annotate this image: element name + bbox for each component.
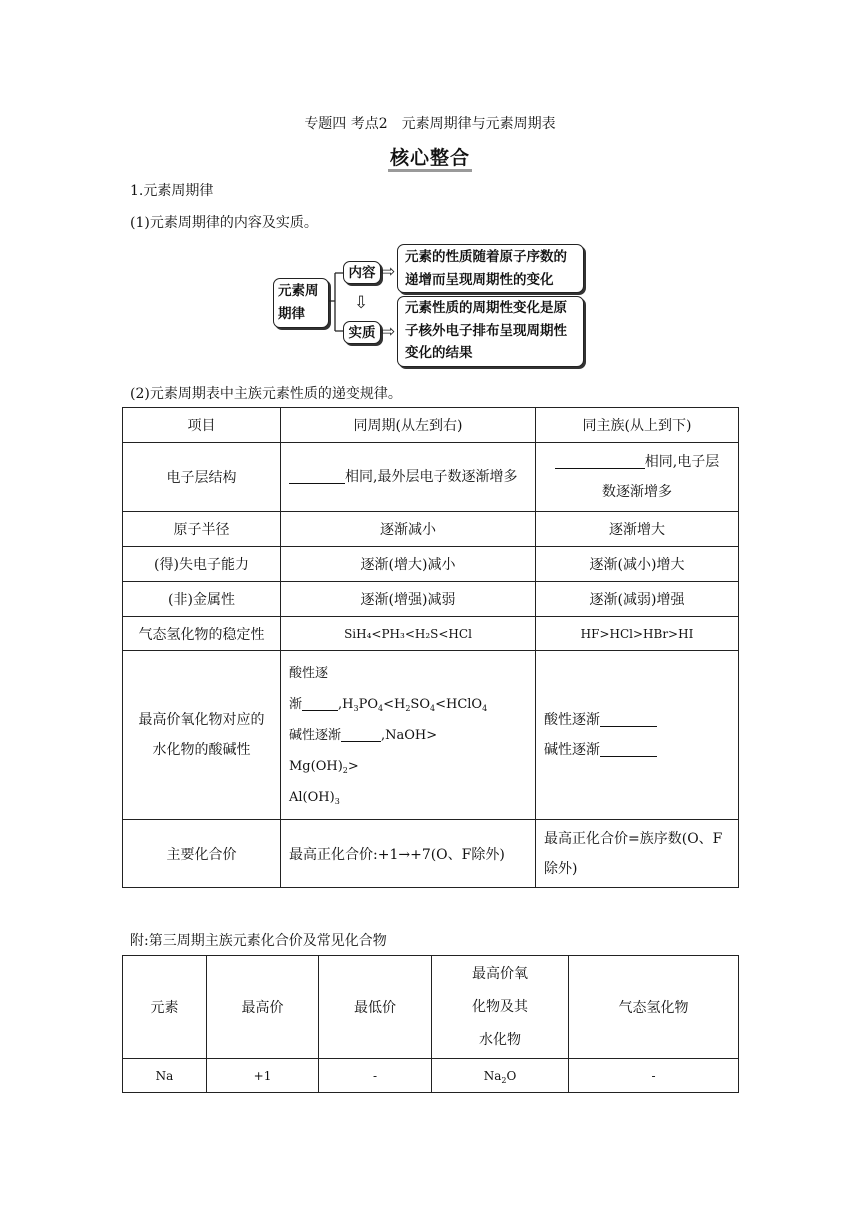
appendix-title: 附:第三周期主族元素化合价及常见化合物: [130, 933, 387, 949]
fill-blank[interactable]: [600, 712, 657, 727]
diagram-content-label: 内容: [343, 261, 381, 284]
row-item: [123, 651, 281, 820]
header-hydride: 气态氢化物: [569, 956, 739, 1059]
table-row: [123, 547, 739, 582]
trend-table: [122, 407, 739, 888]
acid-group-line1: 酸性逐渐: [544, 705, 730, 735]
cell-hydride: -: [569, 1059, 739, 1093]
fill-blank[interactable]: [555, 454, 645, 469]
diagram-root-line2: 期律: [278, 306, 305, 322]
acid-group-line2: 碱性逐渐: [544, 735, 730, 765]
arrow-right-icon: ⇨: [381, 262, 396, 282]
row-item: (非)金属性: [123, 582, 281, 617]
cell-oxide: $Na_2O$: [432, 1059, 569, 1093]
header-max: 最高价: [207, 956, 319, 1059]
appendix-header-row: [123, 956, 739, 1059]
fill-blank[interactable]: [341, 727, 381, 742]
row-period: 最高正化合价:+1→+7(O、F除外): [281, 820, 536, 888]
diagram-essence-line2: 子核外电子排布呈现周期性: [405, 322, 567, 339]
table-row: [123, 1059, 739, 1093]
diagram-root-box: [273, 278, 329, 328]
arrow-right-icon-2: ⇨: [381, 322, 396, 342]
page-title: 专题四 考点2 元素周期律与元素周期表: [304, 116, 556, 132]
table-row-acidity: [123, 651, 739, 820]
diagram-essence-box: [397, 296, 584, 367]
row-item: 原子半径: [123, 512, 281, 547]
row-period: [281, 651, 536, 820]
row-group: [536, 651, 739, 820]
row-group: [536, 443, 739, 512]
acid-line5: $Al(OH)_3$: [289, 789, 340, 806]
row-period-text: 相同,最外层电子数逐渐增多: [345, 469, 518, 485]
row-item: (得)失电子能力: [123, 547, 281, 582]
header-item: 项目: [123, 408, 281, 443]
diagram-essence-label: 实质: [343, 321, 381, 344]
table-row: [123, 617, 739, 651]
row-group: 逐渐增大: [536, 512, 739, 547]
subheading-content-essence: (1)元素周期律的内容及实质。: [130, 215, 318, 231]
row-period: SiH₄<PH₃<H₂S<HCl: [281, 617, 536, 651]
fill-blank[interactable]: [289, 469, 345, 484]
acid-line1: 酸性逐: [289, 665, 329, 681]
table-row: [123, 443, 739, 512]
row-period: 逐渐(增大)减小: [281, 547, 536, 582]
acid-item-line1: 最高价氧化物对应的: [138, 712, 265, 728]
section-title: [0, 143, 860, 170]
row-group: HF>HCl>HBr>HI: [536, 617, 739, 651]
row-period: 逐渐(增强)减弱: [281, 582, 536, 617]
heading-periodic-law: 1.元素周期律: [130, 183, 214, 199]
header-element: 元素: [123, 956, 207, 1059]
table-row-valence: [123, 820, 739, 888]
diagram-essence-line1: 元素性质的周期性变化是原: [405, 300, 567, 316]
header-min: 最低价: [319, 956, 432, 1059]
row-item: 主要化合价: [123, 820, 281, 888]
header-group: 同主族(从上到下): [536, 408, 739, 443]
row-group-text-b: 数逐渐增多: [602, 484, 672, 500]
diagram-content-line1: 元素的性质随着原子序数的: [405, 249, 567, 265]
table-row: [123, 582, 739, 617]
diagram-bracket: [328, 270, 344, 334]
diagram-content-box: [397, 244, 584, 293]
acid-line2: 渐 $,H_3PO_4<H_2SO_4<HClO_4$: [289, 696, 488, 713]
row-group: 最高正化合价=族序数(O、F 除外): [536, 820, 739, 888]
diagram-root-line1: 元素周: [278, 283, 319, 299]
fill-blank[interactable]: [302, 696, 338, 711]
subheading-trend-rules: (2)元素周期表中主族元素性质的递变规律。: [130, 386, 402, 402]
row-group-text-a: 相同,电子层: [644, 454, 720, 470]
table-row: [123, 512, 739, 547]
acid-item-line2: 水化物的酸碱性: [152, 742, 251, 758]
acid-line3: 碱性逐渐 ,NaOH>: [289, 727, 438, 743]
diagram-content-line2: 递增而呈现周期性的变化: [405, 272, 554, 288]
table-header-row: [123, 408, 739, 443]
header-period: 同周期(从左到右): [281, 408, 536, 443]
header-oxide: 最高价氧 化物及其 水化物: [432, 956, 569, 1059]
row-item: 电子层结构: [123, 443, 281, 512]
diagram-essence-line3: 变化的结果: [405, 345, 473, 361]
row-item: 气态氢化物的稳定性: [123, 617, 281, 651]
appendix-table: [122, 955, 739, 1093]
cell-element: Na: [123, 1059, 207, 1093]
row-period: 逐渐减小: [281, 512, 536, 547]
cell-max: +1: [207, 1059, 319, 1093]
cell-min: -: [319, 1059, 432, 1093]
arrow-down-icon: ⇩: [354, 293, 369, 313]
row-group: 逐渐(减小)增大: [536, 547, 739, 582]
acid-line4: $Mg(OH)_2>$: [289, 758, 359, 775]
row-period: [281, 443, 536, 512]
fill-blank[interactable]: [600, 742, 657, 757]
section-title-text: 核心整合: [388, 147, 472, 172]
row-group: 逐渐(减弱)增强: [536, 582, 739, 617]
